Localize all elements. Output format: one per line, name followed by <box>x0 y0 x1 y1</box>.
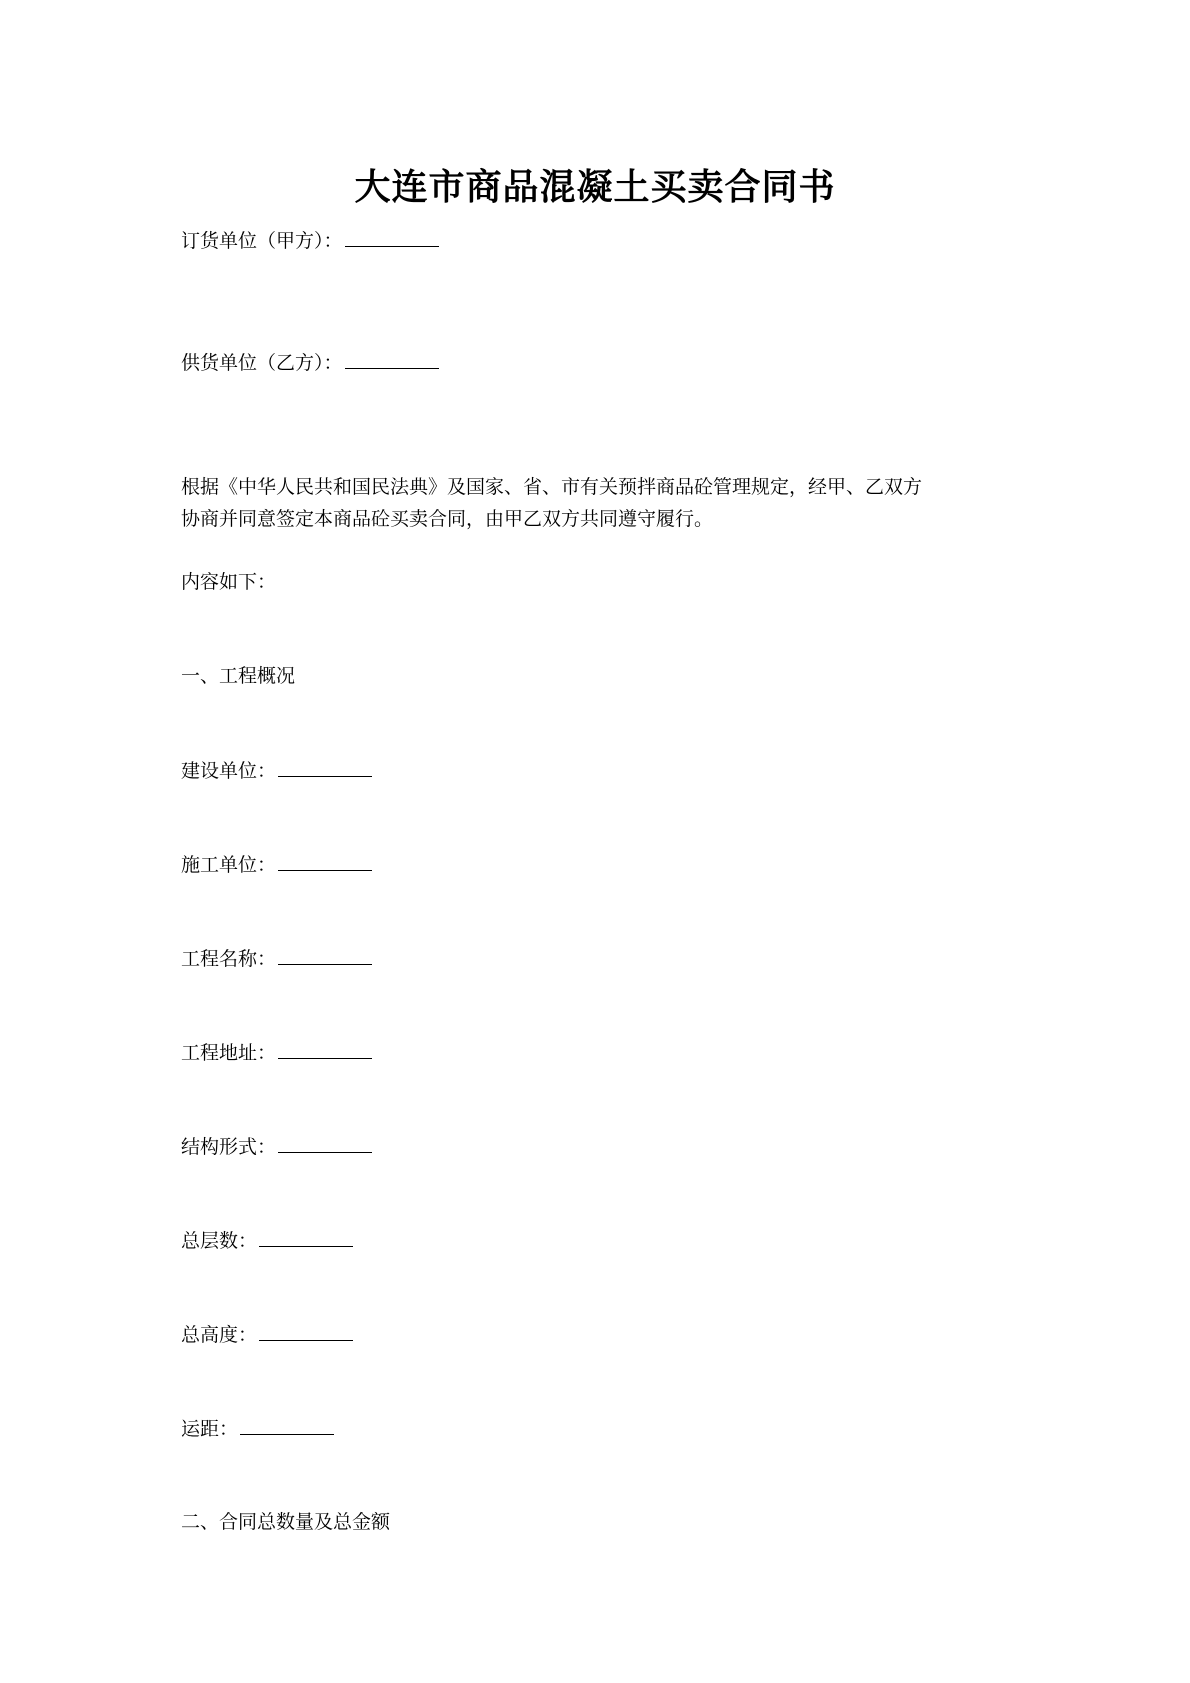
construction-unit-label: 建设单位： <box>181 760 277 782</box>
party-a-blank[interactable] <box>345 228 439 247</box>
party-b-blank[interactable] <box>345 350 439 369</box>
contractor-label: 施工单位： <box>181 854 277 876</box>
contractor-line <box>181 852 372 877</box>
preamble-line-1: 根据《中华人民共和国民法典》及国家、省、市有关预拌商品砼管理规定，经甲、乙双方 <box>181 476 923 498</box>
party-b-label: 供货单位（乙方）： <box>181 352 343 374</box>
structure-type-blank[interactable] <box>278 1134 372 1153</box>
transport-distance-line <box>181 1416 334 1441</box>
content-intro: 内容如下： <box>181 571 277 593</box>
construction-unit-blank[interactable] <box>278 758 372 777</box>
document-title: 大连市商品混凝土买卖合同书 <box>354 166 836 208</box>
project-address-blank[interactable] <box>278 1040 372 1059</box>
preamble-paragraph <box>181 471 1021 535</box>
transport-distance-label: 运距： <box>181 1418 239 1440</box>
project-name-blank[interactable] <box>278 946 372 965</box>
structure-type-label: 结构形式： <box>181 1136 277 1158</box>
total-height-label: 总高度： <box>181 1324 258 1346</box>
project-address-label: 工程地址： <box>181 1042 277 1064</box>
total-floors-label: 总层数： <box>181 1230 258 1252</box>
section-1-heading: 一、工程概况 <box>181 665 296 687</box>
project-address-line <box>181 1040 372 1065</box>
structure-type-line <box>181 1134 372 1159</box>
total-height-blank[interactable] <box>259 1322 353 1341</box>
section-2-heading: 二、合同总数量及总金额 <box>181 1511 391 1533</box>
contractor-blank[interactable] <box>278 852 372 871</box>
total-height-line <box>181 1322 353 1347</box>
total-floors-line <box>181 1228 353 1253</box>
total-floors-blank[interactable] <box>259 1228 353 1247</box>
party-a-label: 订货单位（甲方）： <box>181 230 343 252</box>
preamble-line-2: 协商并同意签定本商品砼买卖合同，由甲乙双方共同遵守履行。 <box>181 508 714 530</box>
transport-distance-blank[interactable] <box>240 1416 334 1435</box>
party-a-line <box>181 228 439 253</box>
project-name-line <box>181 946 372 971</box>
party-b-line <box>181 350 439 375</box>
project-name-label: 工程名称： <box>181 948 277 970</box>
construction-unit-line <box>181 758 372 783</box>
